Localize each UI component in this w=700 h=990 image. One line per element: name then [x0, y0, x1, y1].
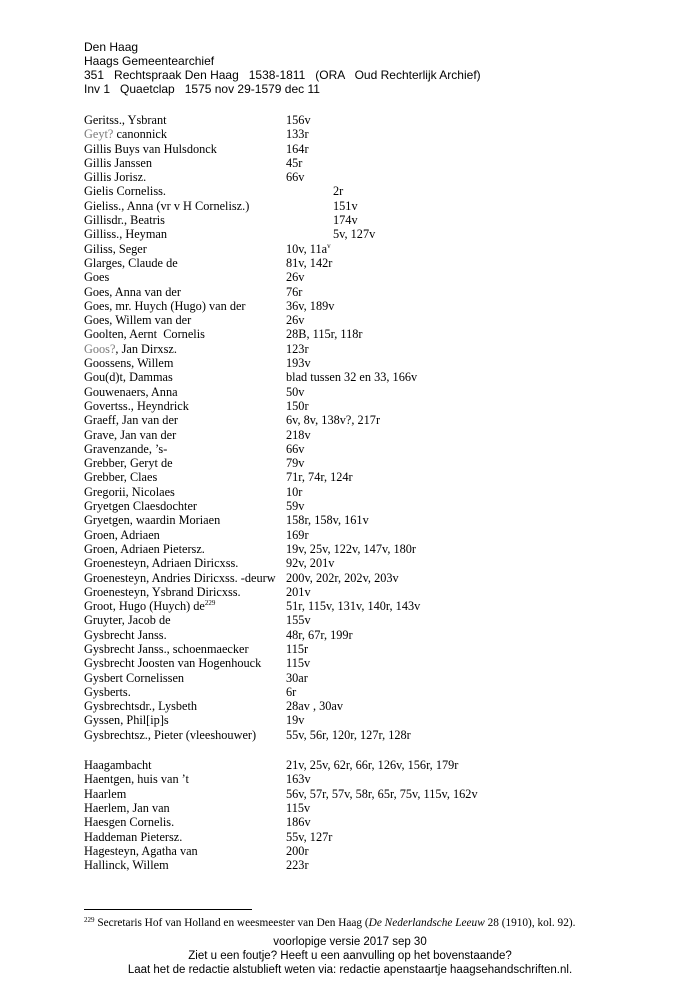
entry-pages-text: 218v: [286, 427, 311, 442]
entry-name: [84, 485, 175, 499]
entry-pages: [286, 342, 309, 356]
entry-name-text: , Jan Dirxsz.: [115, 341, 177, 356]
entry-name-text: Haentgen, huis van ’t: [84, 772, 189, 787]
index-entry: [84, 399, 624, 413]
entry-pages: [286, 313, 304, 327]
index-entry: [84, 156, 624, 170]
entry-pages-text: 26v: [286, 270, 305, 285]
entry-name: [84, 585, 241, 599]
entry-pages-text: 50v: [286, 384, 305, 399]
entry-pages: [286, 613, 311, 627]
entry-pages: [286, 815, 311, 829]
entry-pages: [286, 556, 334, 570]
entry-pages-text: 158r, 158v, 161v: [286, 513, 369, 528]
entry-pages-superscript: v: [327, 241, 331, 250]
index-entry: [84, 413, 624, 427]
entry-pages-text: 115v: [286, 656, 311, 671]
entry-name-text: Haerlem, Jan van: [84, 800, 170, 815]
entry-name-text: Gryetgen Claesdochter: [84, 499, 198, 514]
index-entry: [84, 485, 624, 499]
index-entry: [84, 787, 624, 801]
entry-name-text: Grebber, Geryt de: [84, 456, 173, 471]
index-entry: [84, 728, 624, 742]
index-entry: [84, 858, 624, 872]
entry-name: [84, 385, 178, 399]
entry-pages: [286, 571, 399, 585]
entry-name-text: Goes, Willem van der: [84, 313, 192, 328]
entry-name-text: Goes, Anna van der: [84, 284, 181, 299]
entry-pages-text: 155v: [286, 613, 311, 628]
entry-pages: [286, 142, 309, 156]
index-entry: [84, 442, 624, 456]
entry-name-text: Giliss, Seger: [84, 241, 147, 256]
entry-pages-text: 55v, 127r: [286, 829, 333, 844]
footer-version: voorlopige versie 2017 sep 30: [273, 936, 427, 948]
index-entry: [84, 713, 624, 727]
index-entry: [84, 327, 624, 341]
footnote: [84, 917, 575, 929]
entry-name: [84, 313, 191, 327]
entry-pages: [286, 127, 309, 141]
entry-pages: [286, 442, 304, 456]
entry-pages-text: 169r: [286, 527, 309, 542]
entry-name: [84, 656, 261, 670]
index-entry: [84, 513, 624, 527]
entry-name-text: Gouwenaers, Anna: [84, 384, 178, 399]
entry-pages: [286, 599, 420, 613]
entry-pages-text: 36v, 189v: [286, 298, 335, 313]
entry-pages-text: 5v, 127v: [333, 227, 376, 242]
entry-pages-text: 115r: [286, 641, 309, 656]
entry-pages: [286, 242, 331, 256]
index-entry: [84, 470, 624, 484]
entry-name-text: Grave, Jan van der: [84, 427, 177, 442]
index-entry: [84, 499, 624, 513]
entry-name: [84, 844, 198, 858]
index-entry: [84, 844, 624, 858]
index-entry: [84, 613, 624, 627]
entry-pages: [333, 184, 343, 198]
index-entry: [84, 285, 624, 299]
footnote-text-after: 28 (1910), kol. 92).: [484, 917, 576, 929]
entry-pages-text: 30ar: [286, 670, 308, 685]
index-entry: [84, 815, 624, 829]
entry-pages-text: 151v: [333, 198, 358, 213]
entry-name: [84, 285, 181, 299]
index-entry: [84, 801, 624, 815]
entry-name: [84, 499, 197, 513]
entry-name-text: Geritss., Ysbrant: [84, 113, 167, 127]
entry-name-text: canonnick: [113, 127, 167, 142]
entry-pages-text: 6v, 8v, 138v?, 217r: [286, 413, 381, 428]
entry-name: [84, 270, 109, 284]
entry-name-text: Groenesteyn, Ysbrand Diricxss.: [84, 584, 241, 599]
index-entry: [84, 342, 624, 356]
entry-name: [84, 642, 249, 656]
entry-pages: [286, 256, 332, 270]
entry-name-text: Gilliss., Heyman: [84, 227, 167, 242]
entry-pages: [286, 356, 311, 370]
entry-pages-text: 28B, 115r, 118r: [286, 327, 363, 342]
entry-name: [84, 528, 160, 542]
entry-name: [84, 628, 167, 642]
entry-pages: [286, 113, 311, 127]
index-entry: [84, 528, 624, 542]
index-entry: [84, 772, 624, 786]
entry-name: [84, 758, 152, 772]
entry-pages: [286, 470, 353, 484]
entry-pages: [286, 413, 380, 427]
index-entry: [84, 542, 624, 556]
entry-pages-text: 156v: [286, 113, 311, 127]
entry-name: [84, 299, 246, 313]
entry-name-text: Groen, Adriaen: [84, 527, 160, 542]
footnote-divider: [84, 909, 252, 910]
entry-pages: [333, 213, 358, 227]
entry-name: [84, 728, 256, 742]
entry-name-uncertain: Geyt?: [84, 127, 114, 142]
entry-pages: [286, 801, 310, 815]
entry-pages: [286, 542, 416, 556]
entry-pages-text: 186v: [286, 815, 311, 830]
entry-name: [84, 184, 166, 198]
entry-name: [84, 113, 167, 127]
entry-pages: [286, 327, 362, 341]
entry-name: [84, 815, 174, 829]
entry-name-text: Groen, Adriaen Pietersz.: [84, 541, 205, 556]
entry-pages-text: 19v, 25v, 122v, 147v, 180r: [286, 541, 417, 556]
entry-pages-text: 6r: [286, 684, 297, 699]
index-entry: [84, 758, 624, 772]
entry-pages-text: 10v, 11a: [286, 241, 328, 256]
entry-name: [84, 571, 276, 585]
index-entry: [84, 184, 624, 198]
entry-pages-text: 21v, 25v, 62r, 66r, 126v, 156r, 179r: [286, 758, 459, 773]
entry-pages-text: 201v: [286, 584, 311, 599]
entry-pages: [286, 585, 311, 599]
section-gap: [84, 742, 624, 758]
entry-name-text: Groenesteyn, Adriaen Diricxss.: [84, 556, 239, 571]
entry-name: [84, 685, 131, 699]
entry-pages: [333, 199, 358, 213]
footnote-reference: 229: [204, 599, 216, 608]
entry-name-text: Gysbrecht Joosten van Hogenhouck: [84, 656, 262, 671]
entry-name-text: Hagesteyn, Agatha van: [84, 843, 198, 858]
entry-pages: [286, 428, 311, 442]
entry-pages-text: 55v, 56r, 120r, 127r, 128r: [286, 727, 411, 742]
index-entry: [84, 571, 624, 585]
entry-pages: [286, 758, 458, 772]
entry-pages: [286, 858, 309, 872]
entry-name-text: Gysbrechtsz., Pieter (vleeshouwer): [84, 727, 257, 742]
entry-pages-text: 200v, 202r, 202v, 203v: [286, 570, 399, 585]
entry-pages: [286, 772, 311, 786]
entry-name-text: Gillisdr., Beatris: [84, 213, 165, 228]
entry-name-text: Goes: [84, 270, 110, 285]
entry-name-text: Gysbrecht Janss., schoenmaecker: [84, 641, 249, 656]
entry-pages: [286, 370, 417, 384]
index-entry: [84, 299, 624, 313]
entry-name: [84, 801, 170, 815]
entry-pages: [286, 699, 343, 713]
index-entry: [84, 127, 624, 141]
index-entry: [84, 385, 624, 399]
index-entry: [84, 685, 624, 699]
header-archive: Haags Gemeentearchief: [84, 54, 215, 68]
entry-name-text: Grebber, Claes: [84, 470, 158, 485]
entry-pages: [286, 713, 304, 727]
entry-pages: [286, 399, 309, 413]
entry-pages: [286, 485, 302, 499]
entry-pages-text: 223r: [286, 858, 309, 873]
index-entry: [84, 428, 624, 442]
index-entry: [84, 170, 624, 184]
entry-pages: [286, 728, 411, 742]
entry-pages-text: 76r: [286, 284, 303, 299]
entry-name-text: Graeff, Jan van der: [84, 413, 179, 428]
entry-pages: [286, 685, 296, 699]
entry-name-uncertain: Goos?: [84, 341, 116, 356]
entry-pages: [286, 513, 369, 527]
entry-pages: [286, 642, 308, 656]
entry-pages: [286, 628, 353, 642]
entry-name-text: Hallinck, Willem: [84, 858, 169, 873]
header-inventory: Inv 1 Quaetclap 1575 nov 29-1579 dec 11: [84, 82, 320, 96]
entry-name: [84, 428, 176, 442]
entry-pages: [286, 671, 308, 685]
document-header: [84, 40, 481, 96]
entry-name: [84, 356, 173, 370]
page-footer: [0, 935, 700, 977]
entry-name-text: Goolten, Aernt Cornelis: [84, 327, 205, 342]
entry-name-text: Haagambacht: [84, 758, 152, 773]
entry-pages-text: 79v: [286, 456, 305, 471]
entry-name: [84, 671, 184, 685]
entry-pages: [286, 830, 332, 844]
footer-feedback-question: Ziet u een foutje? Heeft u een aanvulling op het bovenstaande?: [188, 950, 512, 962]
index-entry: [84, 356, 624, 370]
index-entry: [84, 213, 624, 227]
entry-pages: [286, 299, 334, 313]
entry-name-text: Haesgen Cornelis.: [84, 815, 175, 830]
entry-name: [84, 456, 173, 470]
entry-name-text: Gieliss., Anna (vr v H Cornelisz.): [84, 198, 250, 213]
entry-name-text: Gysberts.: [84, 684, 131, 699]
footnote-number: 229: [84, 916, 95, 924]
entry-pages-text: 51r, 115v, 131v, 140r, 143v: [286, 599, 421, 614]
entry-pages-text: 2r: [333, 184, 344, 199]
entry-pages: [286, 385, 304, 399]
entry-name: [84, 256, 178, 270]
entry-pages-text: 28av , 30av: [286, 699, 344, 714]
entry-name-text: Goes, mr. Huych (Hugo) van der: [84, 298, 246, 313]
index-entry: [84, 227, 624, 241]
entry-pages-text: 115v: [286, 800, 311, 815]
entry-pages-text: 71r, 74r, 124r: [286, 470, 353, 485]
entry-pages-text: 48r, 67r, 199r: [286, 627, 353, 642]
entry-name: [84, 772, 189, 786]
index-entry: [84, 199, 624, 213]
index-entry: [84, 242, 624, 256]
entry-name: [84, 156, 152, 170]
entry-pages-text: 66v: [286, 441, 305, 456]
entry-name: [84, 613, 171, 627]
entry-pages-text: 26v: [286, 313, 305, 328]
entry-name: [84, 699, 197, 713]
entry-pages-text: 81v, 142r: [286, 255, 333, 270]
entry-pages-text: 163v: [286, 772, 311, 787]
footer-contact: Laat het de redactie alstublieft weten via: redactie apenstaartje haagsehandschriften.nl.: [127, 964, 573, 976]
index-entry: [84, 142, 624, 156]
entry-name: [84, 242, 147, 256]
entry-pages-text: 200r: [286, 843, 309, 858]
index-entry: [84, 270, 624, 284]
entry-name: [84, 370, 173, 384]
entry-pages-text: 19v: [286, 713, 305, 728]
entry-name: [84, 342, 177, 356]
entry-pages-text: 133r: [286, 127, 309, 142]
entry-name-text: Haarlem: [84, 786, 127, 801]
entry-pages: [286, 456, 304, 470]
index-entry: [84, 671, 624, 685]
entry-name: [84, 442, 167, 456]
entry-name-text: Gillis Janssen: [84, 155, 152, 170]
entry-name: [84, 513, 220, 527]
entry-pages-text: 193v: [286, 356, 311, 371]
entry-name: [84, 327, 205, 341]
entry-name-text: Gou(d)t, Dammas: [84, 370, 173, 385]
entry-pages: [286, 285, 302, 299]
entry-pages: [286, 156, 302, 170]
entry-name: [84, 142, 217, 156]
entry-name: [84, 830, 182, 844]
entry-pages-text: 150r: [286, 398, 309, 413]
entry-name: [84, 787, 126, 801]
entry-pages: [286, 787, 478, 801]
index-entry: [84, 656, 624, 670]
footnote-text-before: Secretaris Hof van Holland en weesmeester van Den Haag (: [94, 917, 369, 929]
entry-name: [84, 170, 146, 184]
entry-pages-text: 56v, 57r, 57v, 58r, 65r, 75v, 115v, 162v: [286, 786, 478, 801]
entry-pages: [286, 499, 304, 513]
entry-pages: [286, 844, 309, 858]
entry-pages-text: 10r: [286, 484, 303, 499]
index-entry: [84, 313, 624, 327]
entry-name-text: Govertss., Heyndrick: [84, 398, 189, 413]
index-list: [84, 113, 624, 872]
entry-name-text: Haddeman Pietersz.: [84, 829, 183, 844]
entry-name-text: Gielis Corneliss.: [84, 184, 166, 199]
header-collection: 351 Rechtspraak Den Haag 1538-1811 (ORA Oud Rechterlijk Archief): [84, 68, 481, 82]
entry-name-text: Gryetgen, waardin Moriaen: [84, 513, 221, 528]
entry-name-text: Glarges, Claude de: [84, 255, 178, 270]
index-entry: [84, 642, 624, 656]
entry-pages-text: 92v, 201v: [286, 556, 335, 571]
entry-pages-text: 45r: [286, 155, 303, 170]
entry-name: [84, 227, 167, 241]
entry-name-text: Groenesteyn, Andries Diricxss. -deurw: [84, 570, 276, 585]
entry-name: [84, 127, 167, 141]
index-entry: [84, 699, 624, 713]
entry-pages-text: 174v: [333, 213, 358, 228]
entry-name-text: Gregorii, Nicolaes: [84, 484, 175, 499]
entry-pages-text: 164r: [286, 141, 309, 156]
index-entry: [84, 830, 624, 844]
entry-name: [84, 542, 205, 556]
entry-name-text: Gruyter, Jacob de: [84, 613, 171, 628]
entry-name: [84, 599, 215, 613]
index-entry: [84, 585, 624, 599]
entry-name: [84, 556, 238, 570]
entry-pages: [286, 656, 310, 670]
entry-name-text: Gysbrecht Janss.: [84, 627, 167, 642]
entry-name-text: Gillis Jorisz.: [84, 170, 147, 185]
index-entry: [84, 256, 624, 270]
entry-name: [84, 213, 165, 227]
index-entry: [84, 599, 624, 613]
index-entry: [84, 556, 624, 570]
entry-name-text: Gysbert Cornelissen: [84, 670, 185, 685]
entry-pages-text: 59v: [286, 499, 305, 514]
entry-pages-text: blad tussen 32 en 33, 166v: [286, 370, 418, 385]
index-entry: [84, 370, 624, 384]
entry-name-text: Gysbrechtsdr., Lysbeth: [84, 699, 198, 714]
footnote-source-title: De Nederlandsche Leeuw: [368, 917, 485, 929]
index-entry: [84, 113, 624, 127]
index-entry: [84, 456, 624, 470]
entry-name-text: Groot, Hugo (Huych) de: [84, 599, 205, 614]
entry-name-text: Goossens, Willem: [84, 356, 174, 371]
entry-pages: [286, 170, 304, 184]
entry-name-text: Gyssen, Phil[ip]s: [84, 713, 169, 728]
entry-name: [84, 470, 157, 484]
entry-name: [84, 399, 189, 413]
entry-pages: [286, 528, 309, 542]
entry-name: [84, 413, 178, 427]
entry-name-text: Gillis Buys van Hulsdonck: [84, 141, 217, 156]
entry-name: [84, 858, 169, 872]
entry-pages-text: 66v: [286, 170, 305, 185]
header-city: Den Haag: [84, 40, 139, 54]
entry-name: [84, 199, 249, 213]
entry-pages: [286, 270, 304, 284]
entry-name-text: Gravenzande, ’s-: [84, 441, 168, 456]
index-entry: [84, 628, 624, 642]
entry-pages: [333, 227, 375, 241]
entry-pages-text: 123r: [286, 341, 309, 356]
entry-name: [84, 713, 169, 727]
